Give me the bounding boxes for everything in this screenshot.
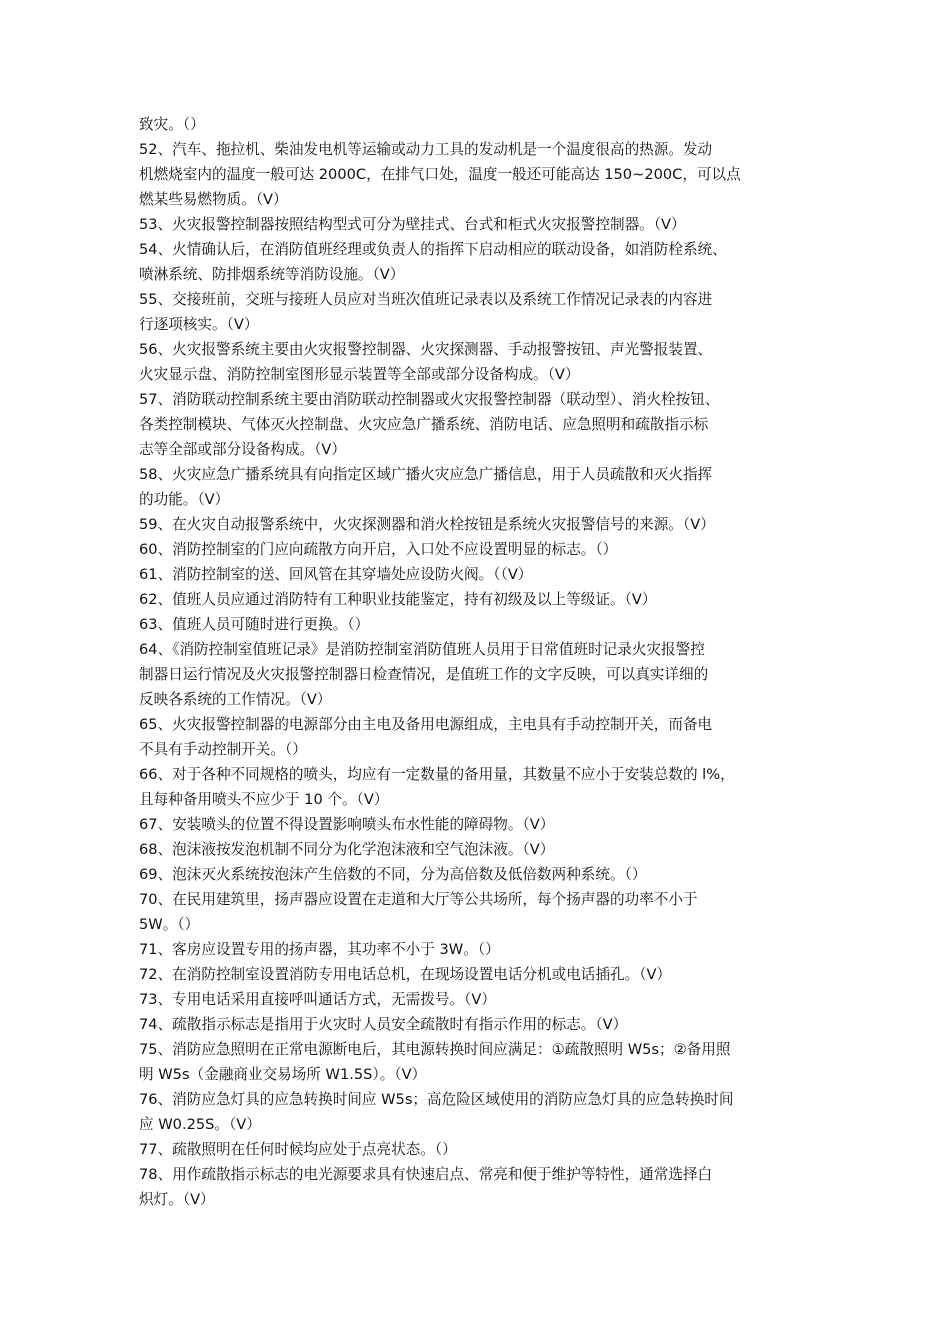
text-line: 各类控制模块、气体灭火控制盘、火灾应急广播系统、消防电话、应急照明和疏散指示标 (139, 416, 709, 433)
text-line: 的功能。（V） (139, 491, 230, 508)
text-line: 制器日运行情况及火灾报警控制器日检查情况，是值班工作的文字反映，可以真实详细的 (139, 666, 709, 683)
text-line: 行逐项核实。（V） (139, 316, 259, 333)
text-line: 56、火灾报警系统主要由火灾报警控制器、火灾探测器、手动报警按钮、声光警报装置、 (139, 341, 713, 358)
text-line: 明 W5s（金融商业交易场所 W1.5S）。（V） (139, 1066, 427, 1083)
text-line: 炽灯。（V） (139, 1191, 215, 1208)
text-line: 73、专用电话采用直接呼叫通话方式，无需拨号。（V） (139, 991, 496, 1008)
text-line: 68、泡沫液按发泡机制不同分为化学泡沫液和空气泡沫液。（V） (139, 841, 555, 858)
text-line: 62、值班人员应通过消防特有工种职业技能鉴定，持有初级及以上等级证。（V） (139, 591, 657, 608)
text-line: 燃某些易燃物质。（V） (139, 191, 288, 208)
text-line: 52、汽车、拖拉机、柴油发电机等运输或动力工具的发动机是一个温度很高的热源。发动 (139, 141, 713, 158)
text-line: 74、疏散指示标志是指用于火灾时人员安全疏散时有指示作用的标志。（V） (139, 1016, 628, 1033)
text-line: 67、安装喷头的位置不得设置影响喷头布水性能的障碍物。（V） (139, 816, 555, 833)
text-line: 77、疏散照明在任何时候均应处于点亮状态。（） (139, 1141, 457, 1158)
text-line: 59、在火灾自动报警系统中，火灾探测器和消火栓按钮是系统火灾报警信号的来源。（V） (139, 516, 715, 533)
text-line: 5W。（） (139, 916, 200, 933)
text-line: 火灾显示盘、消防控制室图形显示装置等全部或部分设备构成。（V） (139, 366, 580, 383)
text-line: 65、火灾报警控制器的电源部分由主电及备用电源组成，主电具有手动控制开关，而备电 (139, 716, 713, 733)
text-line: 76、消防应急灯具的应急转换时间应 W5s；高危险区域使用的消防应急灯具的应急转换时间 (139, 1091, 734, 1108)
text-line: 54、火情确认后，在消防值班经理或负责人的指挥下启动相应的联动设备，如消防栓系统、 (139, 241, 727, 258)
text-line: 57、消防联动控制系统主要由消防联动控制器或火灾报警控制器（联动型）、消火栓按钮、 (139, 391, 720, 408)
text-line: 63、值班人员可随时进行更换。（） (139, 616, 370, 633)
text-line: 70、在民用建筑里，扬声器应设置在走道和大厅等公共场所，每个扬声器的功率不小于 (139, 891, 698, 908)
text-line: 78、用作疏散指示标志的电光源要求具有快速启点、常亮和便于维护等特性，通常选择白 (139, 1166, 713, 1183)
text-line: 60、消防控制室的门应向疏散方向开启，入口处不应设置明显的标志。（） (139, 541, 618, 558)
text-line: 61、消防控制室的送、回风管在其穿墙处应设防火阀。（（V） (139, 566, 533, 583)
text-line: 75、消防应急照明在正常电源断电后，其电源转换时间应满足：①疏散照明 W5s；②备用照 (139, 1041, 731, 1058)
text-line: 71、客房应设置专用的扬声器，其功率不小于 3W。（） (139, 941, 500, 958)
text-line: 致灾。（） (139, 116, 205, 133)
text-line: 机燃烧室内的温度一般可达 2000C，在排气口处，温度一般还可能高达 150~200C，可以点 (139, 166, 741, 183)
text-line: 53、火灾报警控制器按照结构型式可分为壁挂式、台式和柜式火灾报警控制器。（V） (139, 216, 686, 233)
text-line: 不具有手动控制开关。（） (139, 741, 307, 758)
text-line: 反映各系统的工作情况。（V） (139, 691, 332, 708)
text-line: 55、交接班前，交班与接班人员应对当班次值班记录表以及系统工作情况记录表的内容进 (139, 291, 713, 308)
text-line: 喷淋系统、防排烟系统等消防设施。（V） (139, 266, 405, 283)
text-line: 58、火灾应急广播系统具有向指定区域广播火灾应急广播信息，用于人员疏散和灭火指挥 (139, 466, 713, 483)
text-line: 64、《消防控制室值班记录》是消防控制室消防值班人员用于日常值班时记录火灾报警控 (139, 641, 705, 658)
text-line: 66、对于各种不同规格的喷头，均应有一定数量的备用量，其数量不应小于安装总数的 l%， (139, 766, 735, 783)
text-line: 应 W0.25S。（V） (139, 1116, 261, 1133)
text-line: 69、泡沫灭火系统按泡沫产生倍数的不同，分为高倍数及低倍数两种系统。（） (139, 866, 647, 883)
text-line: 志等全部或部分设备构成。（V） (139, 441, 346, 458)
text-line: 且每种备用喷头不应少于 10 个。（V） (139, 791, 389, 808)
text-line: 72、在消防控制室设置消防专用电话总机，在现场设置电话分机或电话插孔。（V） (139, 966, 672, 983)
document-body (139, 112, 829, 1212)
